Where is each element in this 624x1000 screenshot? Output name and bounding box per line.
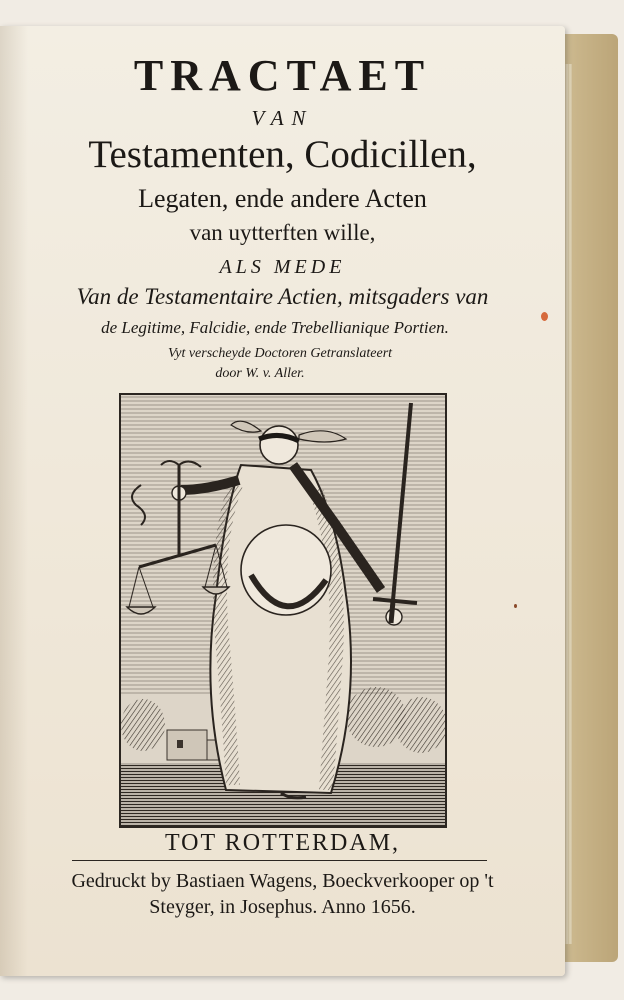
subtitle-line-1: Van de Testamentaire Actien, mitsgaders van: [76, 284, 489, 309]
imprint-line-2: Steyger, in Josephus. Anno 1656.: [149, 896, 416, 918]
imprint-rule: [72, 860, 487, 861]
title-van: VAN: [251, 106, 314, 130]
title-line-testamenten: Testamenten, Codicillen,: [88, 133, 477, 176]
author-line: door W. v. Aller.: [215, 366, 305, 381]
imprint-place: TOT ROTTERDAM,: [164, 830, 401, 856]
ink-speck: [514, 604, 517, 608]
translator-line: Vyt verscheyde Doctoren Getranslateert: [167, 346, 393, 361]
justice-illustration: [121, 395, 445, 826]
book-title: TRACTAET: [133, 51, 432, 100]
ink-stain: [541, 312, 548, 321]
title-als-mede: ALS MEDE: [219, 256, 346, 278]
imprint-line-1: Gedruckt by Bastiaen Wagens, Boeckverkooper op 't: [71, 870, 494, 892]
subtitle-line-2: de Legitime, Falcidie, ende Trebellianique Portien.: [101, 318, 449, 337]
title-line-legaten: Legaten, ende andere Acten: [138, 184, 427, 213]
justice-engraving: [119, 393, 447, 828]
title-line-wille: van uytterften wille,: [189, 220, 376, 245]
